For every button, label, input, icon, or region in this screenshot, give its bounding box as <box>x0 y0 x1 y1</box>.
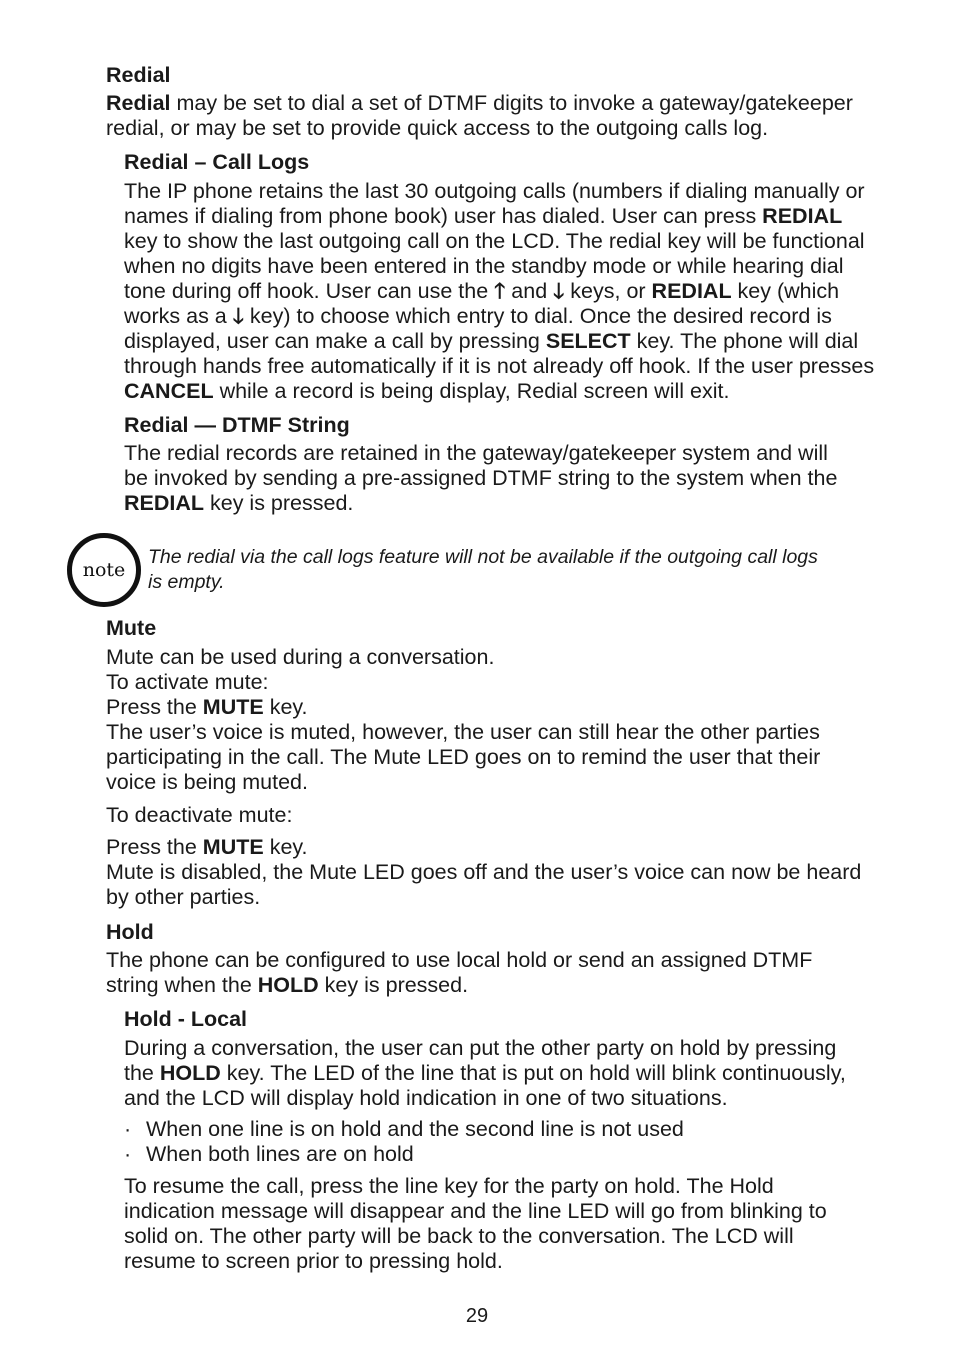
call-logs-line9-rest: while a record is being display, Redial screen will exit. <box>213 379 730 403</box>
subsection-heading-call-logs: Redial – Call Logs <box>124 150 310 174</box>
hold-local-resume-paragraph <box>124 1174 827 1274</box>
call-logs-line7-text: displayed, user can make a call by pressing <box>124 329 546 353</box>
redial-intro-line2: redial, or may be set to provide quick access to the outgoing calls log. <box>106 116 769 140</box>
bullet-dot-icon: · <box>124 1117 132 1141</box>
mute-deactivate-steps <box>106 835 861 910</box>
down-arrow-icon: 🡓 <box>232 304 244 328</box>
list-item <box>124 1142 414 1167</box>
hold-line2-text: string when the <box>106 973 258 997</box>
redial-intro <box>106 91 853 141</box>
list-item <box>124 1117 684 1142</box>
page-number: 29 <box>465 1305 489 1327</box>
redial-key-label: REDIAL <box>651 279 732 303</box>
mute-line1: Mute can be used during a conversation. <box>106 645 495 669</box>
mute-key-suffix: key. <box>263 835 308 859</box>
call-logs-key-which: key (which <box>731 279 840 303</box>
mute-line7: To deactivate mute: <box>106 803 293 827</box>
dtmf-paragraph <box>124 441 837 516</box>
call-logs-keys-or: keys, or <box>564 279 652 303</box>
hold-local-paragraph <box>124 1036 846 1111</box>
mute-deactivate-paragraph <box>106 803 292 828</box>
hold-local-line3: and the LCD will display hold indication in one of two situations. <box>124 1086 728 1110</box>
mute-line4: The user’s voice is muted, however, the user can still hear the other parties <box>106 720 820 744</box>
call-logs-line4: when no digits have been entered in the standby mode or while hearing dial <box>124 254 844 278</box>
call-logs-line6-rest: key) to choose which entry to dial. Once the desired record is <box>243 304 832 328</box>
hold-line2-rest: key is pressed. <box>318 973 469 997</box>
hold-line1: The phone can be configured to use local hold or send an assigned DTMF <box>106 948 813 972</box>
bullet-dot-icon: · <box>124 1142 132 1166</box>
hold-local-the: the <box>124 1061 160 1085</box>
section-heading-hold: Hold <box>106 920 154 944</box>
mute-paragraph <box>106 645 820 795</box>
redial-intro-bold: Redial <box>106 91 171 115</box>
mute-line10: by other parties. <box>106 885 261 909</box>
hold-key-label: HOLD <box>159 1061 221 1085</box>
mute-line5: participating in the call. The Mute LED goes on to remind the user that their <box>106 745 821 769</box>
hold-local-resume-line1: To resume the call, press the line key for the party on hold. The Hold <box>124 1174 774 1198</box>
call-logs-paragraph <box>124 179 874 404</box>
note-icon <box>67 533 141 607</box>
subsection-heading-hold-local: Hold - Local <box>124 1007 248 1031</box>
mute-press-the: Press the <box>106 695 203 719</box>
mute-key-label: MUTE <box>202 695 264 719</box>
call-logs-and: and <box>505 279 554 303</box>
dtmf-line2: be invoked by sending a pre-assigned DTMF string to the system when the <box>124 466 838 490</box>
hold-local-resume-line2: indication message will disappear and the line LED will go from blinking to <box>124 1199 827 1223</box>
note-line2: is empty. <box>148 571 225 593</box>
redial-key-label: REDIAL <box>762 204 843 228</box>
call-logs-line5-text: tone during off hook. User can use the <box>124 279 495 303</box>
section-heading-redial: Redial <box>106 63 171 87</box>
dtmf-line3-rest: key is pressed. <box>204 491 354 515</box>
hold-local-line1: During a conversation, the user can put the other party on hold by pressing <box>124 1036 837 1060</box>
bullet-text: When both lines are on hold <box>146 1142 414 1166</box>
dtmf-line1: The redial records are retained in the gateway/gatekeeper system and will <box>124 441 828 465</box>
call-logs-line2-text: names if dialing from phone book) user has dialed. User can press <box>124 204 763 228</box>
subsection-heading-dtmf: Redial — DTMF String <box>124 413 350 437</box>
select-key-label: SELECT <box>545 329 631 353</box>
redial-intro-text: may be set to dial a set of DTMF digits to invoke a gateway/gatekeeper <box>170 91 853 115</box>
hold-key-label: HOLD <box>257 973 319 997</box>
mute-press-the: Press the <box>106 835 203 859</box>
bullet-text: When one line is on hold and the second line is not used <box>146 1117 684 1141</box>
mute-line2: To activate mute: <box>106 670 269 694</box>
down-arrow-icon: 🡓 <box>553 279 565 303</box>
mute-key-label: MUTE <box>202 835 264 859</box>
cancel-key-label: CANCEL <box>124 379 214 403</box>
call-logs-line8: through hands free automatically if it is not already off hook. If the user presses <box>124 354 875 378</box>
hold-paragraph <box>106 948 812 998</box>
note-text <box>148 545 818 595</box>
hold-local-line2-rest: key. The LED of the line that is put on hold will blink continuously, <box>220 1061 846 1085</box>
call-logs-line3: key to show the last outgoing call on the LCD. The redial key will be functional <box>124 229 865 253</box>
call-logs-line6-text: works as a <box>124 304 233 328</box>
up-arrow-icon: 🡑 <box>494 279 506 303</box>
mute-line6: voice is being muted. <box>106 770 308 794</box>
hold-local-resume-line4: resume to screen prior to pressing hold. <box>124 1249 503 1273</box>
note-badge-label: note <box>82 559 126 581</box>
hold-local-resume-line3: solid on. The other party will be back to the conversation. The LCD will <box>124 1224 794 1248</box>
call-logs-line1: The IP phone retains the last 30 outgoing calls (numbers if dialing manually or <box>124 179 865 203</box>
note-line1: The redial via the call logs feature will not be available if the outgoing call logs <box>148 546 818 568</box>
mute-key-suffix: key. <box>263 695 308 719</box>
call-logs-line7-rest: key. The phone will dial <box>630 329 859 353</box>
section-heading-mute: Mute <box>106 616 157 640</box>
redial-key-label: REDIAL <box>124 491 205 515</box>
mute-line9: Mute is disabled, the Mute LED goes off and the user’s voice can now be heard <box>106 860 862 884</box>
